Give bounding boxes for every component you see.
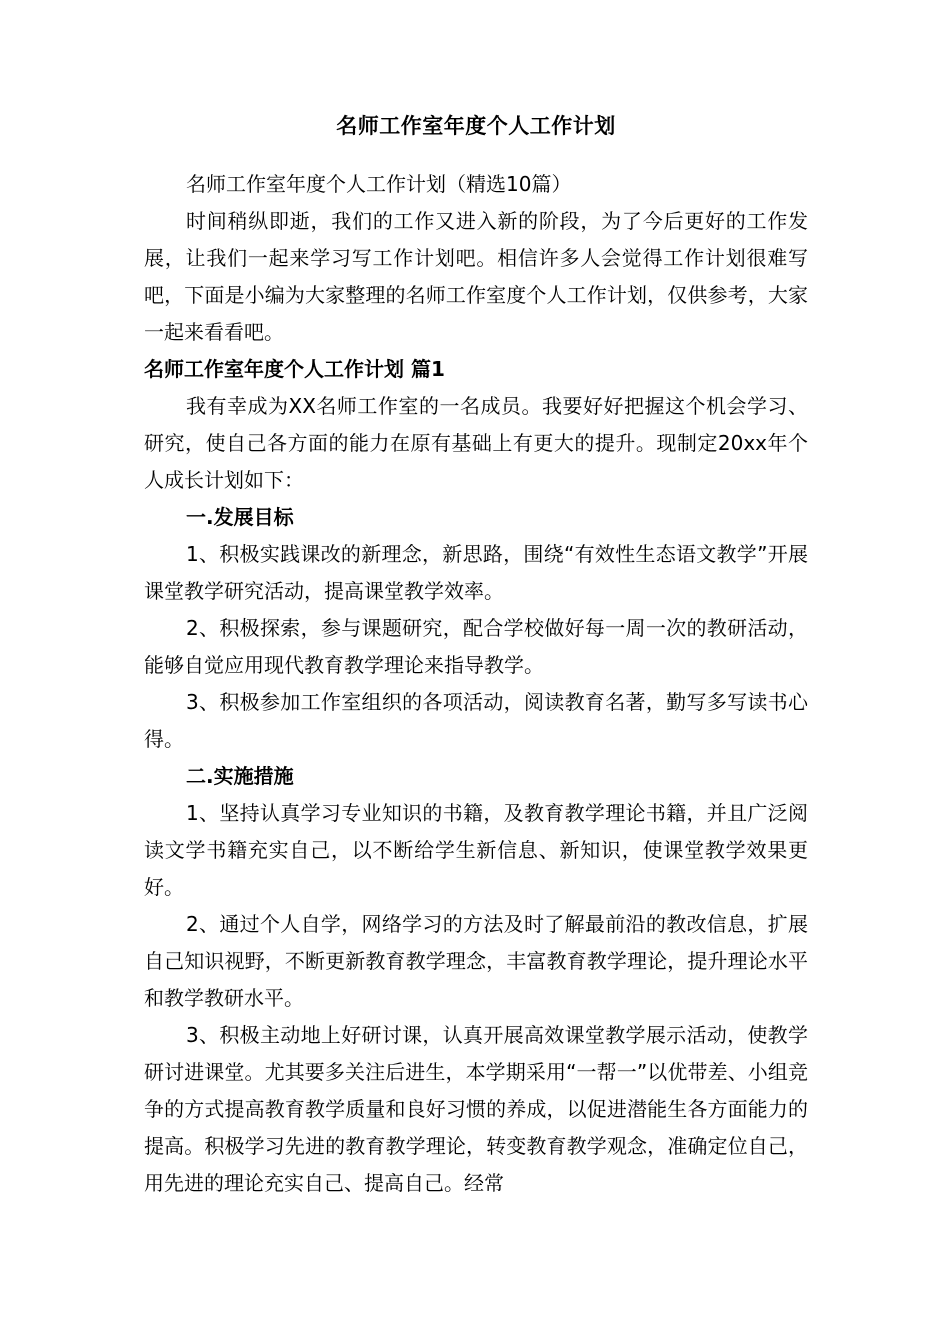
document-title: 名师工作室年度个人工作计划 <box>336 114 616 138</box>
part2-heading: 二.实施措施 <box>186 764 294 788</box>
part1-item-3: 3、积极参加工作室组织的各项活动，阅读教育名著，勤写多写读书心得。 <box>144 690 808 751</box>
document-subtitle: 名师工作室年度个人工作计划（精选10篇） <box>186 172 572 196</box>
part2-item-1: 1、坚持认真学习专业知识的书籍，及教育教学理论书籍，并且广泛阅读文学书籍充实自己，以不断给学生新信息、新知识，使课堂教学效果更好。 <box>144 801 808 899</box>
section-heading: 名师工作室年度个人工作计划 篇1 <box>144 357 445 381</box>
part1-item-1: 1、积极实践课改的新理念，新思路，围绕“有效性生态语文教学”开展课堂教学研究活动，提高课堂教学效率。 <box>144 542 808 603</box>
intro-paragraph: 时间稍纵即逝，我们的工作又进入新的阶段，为了今后更好的工作发展，让我们一起来学习写工作计划吧。相信许多人会觉得工作计划很难写吧，下面是小编为大家整理的名师工作室度个人工作计划，仅供参考，大家一起来看看吧。 <box>144 209 808 344</box>
part2-item-2: 2、通过个人自学，网络学习的方法及时了解最前沿的教改信息，扩展自己知识视野，不断更新教育教学理念，丰富教育教学理论，提升理论水平和教学教研水平。 <box>144 912 808 1010</box>
document-body <box>144 108 808 1202</box>
section-intro-paragraph: 我有幸成为XX名师工作室的一名成员。我要好好把握这个机会学习、研究，使自己各方面的能力在原有基础上有更大的提升。现制定20xx年个人成长计划如下： <box>144 394 808 492</box>
part2-item-3: 3、积极主动地上好研讨课，认真开展高效课堂教学展示活动，使教学研讨进课堂。尤其要多关注后进生，本学期采用“一帮一”以优带差、小组竞争的方式提高教育教学质量和良好习惯的养成，以促进潜能生各方面能力的提高。积极学习先进的教育教学理论，转变教育教学观念，准确定位自己，用先进的理论充实自己、提高自己。经常 <box>144 1023 808 1195</box>
part1-item-2: 2、积极探索，参与课题研究，配合学校做好每一周一次的教研活动，能够自觉应用现代教育教学理论来指导教学。 <box>144 616 808 677</box>
part1-heading: 一.发展目标 <box>186 505 294 529</box>
